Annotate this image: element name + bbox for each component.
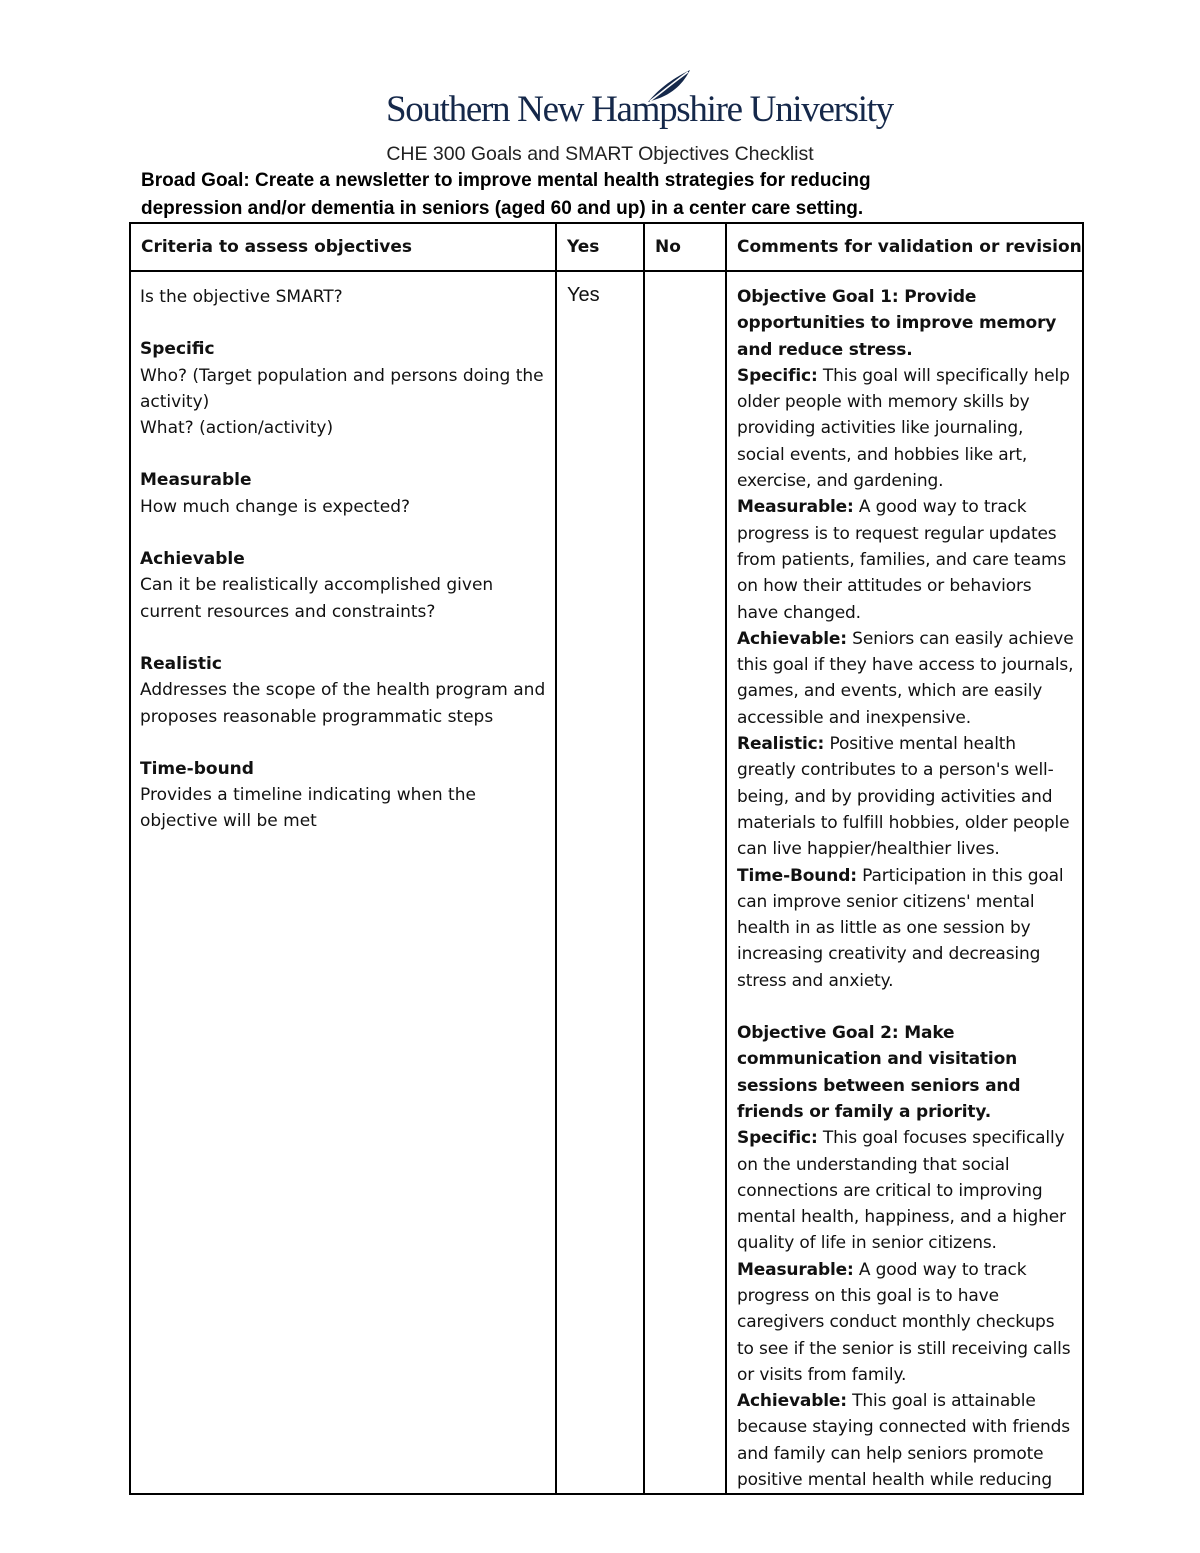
specific-title: Specific	[140, 339, 215, 360]
timebound-block	[140, 756, 549, 835]
goal1-timebound: Time-Bound: Participation in this goal can improve senior citizens' mental health in as little as one session by increasing creativity and decreasing stress and anxiety.	[737, 865, 1064, 991]
no-cell	[644, 271, 726, 1494]
achievable-desc: Can it be realistically accomplished given current resources and constraints?	[140, 575, 494, 622]
realistic-block	[140, 651, 549, 730]
quill-icon	[644, 68, 694, 104]
goal2-specific: Specific: This goal focuses specifically on the understanding that social connections are critical to improving mental health, happiness, and a higher quality of life in senior citizens.	[737, 1128, 1066, 1254]
goal1-achievable: Achievable: Seniors can easily achieve this goal if they have access to journals, games, and events, which are easily accessible and inexpensive.	[737, 628, 1074, 728]
criteria-cell	[130, 271, 556, 1494]
table-header-row	[130, 223, 1083, 271]
goal1-title: Objective Goal 1: Provide opportunities to improve memory and reduce stress.	[737, 287, 1057, 360]
measurable-title: Measurable	[140, 470, 252, 491]
spacer	[737, 994, 1074, 1020]
achievable-block	[140, 546, 549, 625]
goal2-title: Objective Goal 2: Make communication and visitation sessions between seniors and friends or family a priority.	[737, 1023, 1021, 1122]
document-title: CHE 300 Goals and SMART Objectives Checklist	[386, 143, 814, 165]
timebound-title: Time-bound	[140, 758, 254, 779]
specific-who: Who? (Target population and persons doing the activity)	[140, 365, 544, 412]
header-yes: Yes	[556, 223, 644, 271]
header-no: No	[644, 223, 726, 271]
broad-goal	[141, 167, 1041, 223]
realistic-title: Realistic	[140, 653, 222, 674]
header-comments: Comments for validation or revision	[726, 223, 1083, 271]
specific-block	[140, 336, 549, 441]
specific-what: What? (action/activity)	[140, 418, 334, 439]
smart-question: Is the objective SMART?	[140, 287, 343, 307]
smart-checklist-table	[129, 222, 1084, 1495]
table-row	[130, 271, 1083, 1494]
goal2-achievable: Achievable: This goal is attainable because staying connected with friends and family can help seniors promote positive mental health while reducing	[737, 1391, 1070, 1491]
university-name: Southern New Hampshire University	[386, 89, 893, 130]
header-criteria: Criteria to assess objectives	[130, 223, 556, 271]
broad-goal-line-1: Broad Goal: Create a newsletter to improve mental health strategies for reducing	[141, 170, 871, 191]
timebound-desc: Provides a timeline indicating when the objective will be met	[140, 785, 476, 832]
measurable-block	[140, 467, 549, 520]
yes-cell: Yes	[556, 271, 644, 1494]
goal2-measurable: Measurable: A good way to track progress on this goal is to have caregivers conduct monthly checkups to see if the senior is still receiving calls or visits from family.	[737, 1259, 1071, 1385]
goal1-measurable: Measurable: A good way to track progress is to request regular updates from patients, families, and care teams on how their attitudes or behaviors have changed.	[737, 497, 1067, 623]
measurable-desc: How much change is expected?	[140, 496, 411, 517]
goal1-specific: Specific: This goal will specifically help older people with memory skills by providing activities like journaling, social events, and hobbies like art, exercise, and gardening.	[737, 365, 1070, 492]
realistic-desc: Addresses the scope of the health program and proposes reasonable programmatic steps	[140, 680, 546, 727]
comments-cell	[726, 271, 1083, 1494]
university-logo	[386, 68, 893, 134]
broad-goal-line-2: depression and/or dementia in seniors (aged 60 and up) in a center care setting.	[141, 198, 864, 219]
goal1-realistic: Realistic: Positive mental health greatly contributes to a person's well-being, and by providing activities and materials to fulfill hobbies, older people can live happier/healthier lives.	[737, 734, 1070, 860]
achievable-title: Achievable	[140, 549, 245, 570]
